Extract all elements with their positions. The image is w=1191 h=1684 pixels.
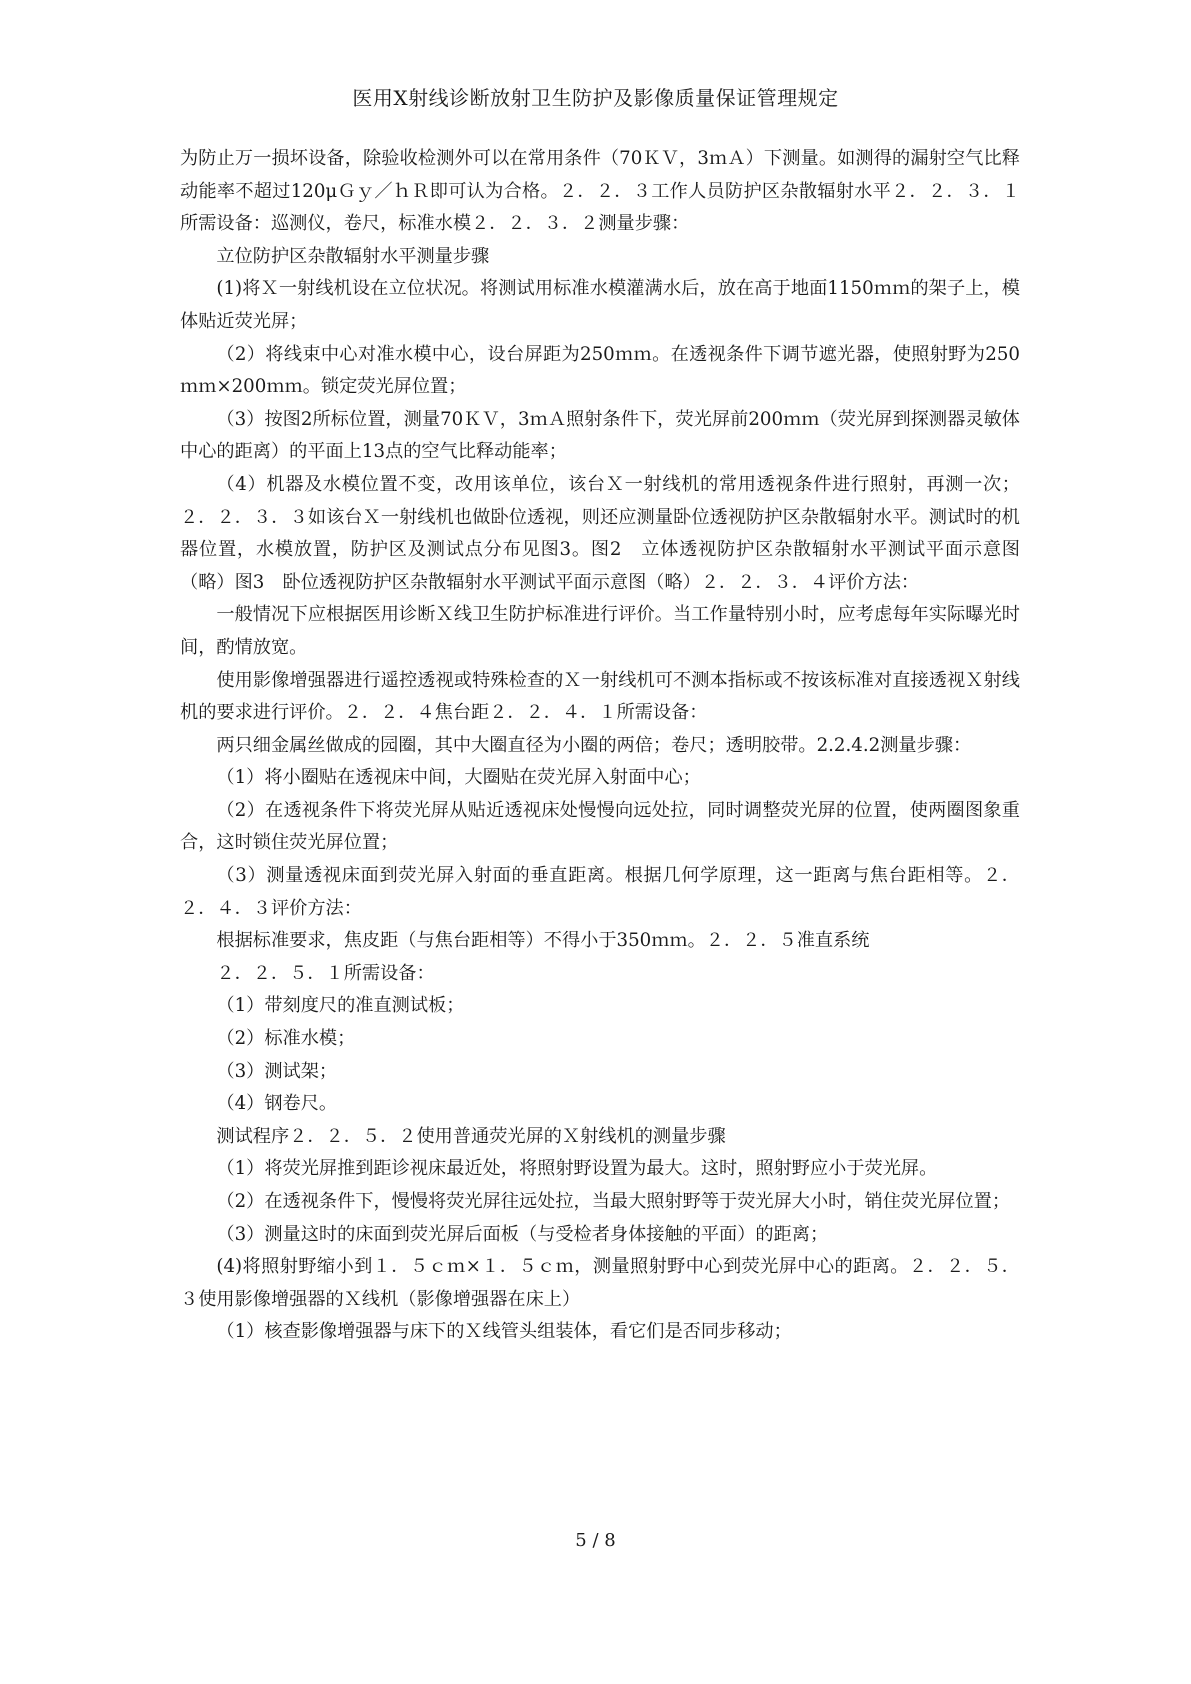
body-paragraph: （1）将小圈贴在透视床中间，大圈贴在荧光屏入射面中心； <box>216 767 701 789</box>
body-paragraph: （2）在透视条件下将荧光屏从贴近透视床处慢慢向远处拉，同时调整荧光屏的位置，使两圈图象重合，这时锁住荧光屏位置； <box>180 799 1020 854</box>
body-paragraph: (1)将Ｘ一射线机设在立位状况。将测试用标准水模灌满水后，放在高于地面1150ｍｍ的架子上，模体贴近荧光屏； <box>180 278 1020 332</box>
body-paragraph: （3）测量这时的床面到荧光屏后面板（与受检者身体接触的平面）的距离； <box>216 1223 829 1245</box>
body-paragraph: （3）按图2所标位置，测量70ＫＶ，3ｍＡ照射条件下，荧光屏前200ｍｍ（荧光屏到探测器灵敏体中心的距离）的平面上13点的空气比释动能率； <box>180 408 1020 463</box>
document-header-title: 医用X射线诊断放射卫生防护及影像质量保证管理规定 <box>352 86 839 110</box>
body-paragraph: （2）在透视条件下，慢慢将荧光屏往远处拉，当最大照射野等于荧光屏大小时，销住荧光屏位置； <box>216 1191 1011 1212</box>
body-paragraph: 两只细金属丝做成的园圈，其中大圈直径为小圈的两倍；卷尺；透明胶带。2.2.4.2测量步骤： <box>216 734 972 756</box>
body-paragraph: 一般情况下应根据医用诊断Ｘ线卫生防护标准进行评价。当工作量特别小时，应考虑每年实际曝光时间，酌情放宽。 <box>180 604 1020 658</box>
body-paragraph: （1）带刻度尺的准直测试板； <box>216 995 465 1017</box>
body-paragraph: 使用影像增强器进行遥控透视或特殊检查的Ｘ一射线机可不测本指标或不按该标准对直接透视Ｘ射线机的要求进行评价。２．２．４焦台距２．２．４．１所需设备： <box>180 669 1020 724</box>
body-paragraph: （3）测试架； <box>216 1060 338 1082</box>
body-paragraph: （3）测量透视床面到荧光屏入射面的垂直距离。根据几何学原理，这一距离与焦台距相等。２．２．４．３评价方法： <box>180 865 1020 919</box>
body-paragraph: (4)将照射野缩小到１．５ｃｍ×１．５ｃｍ，测量照射野中心到荧光屏中心的距离。２．２．５．３使用影像增强器的Ｘ线机（影像增强器在床上） <box>180 1256 1020 1310</box>
body-paragraph: （1）核查影像增强器与床下的Ｘ线管头组装体，看它们是否同步移动； <box>216 1321 792 1343</box>
body-paragraph: 为防止万一损坏设备，除验收检测外可以在常用条件（70ＫＶ，3ｍＡ）下测量。如测得的漏射空气比释动能率不超过120μＧｙ／ｈＲ即可认为合格。２．２．３工作人员防护区杂散辐射水平２．２．３．１所需设备：巡测仪，卷尺，标准水模２．２．３．２测量步骤： <box>180 148 1020 235</box>
document-body <box>180 143 1020 1349</box>
body-paragraph: 立位防护区杂散辐射水平测量步骤 <box>216 245 490 267</box>
body-paragraph: （1）将荧光屏推到距诊视床最近处，将照射野设置为最大。这时，照射野应小于荧光屏。 <box>216 1158 938 1180</box>
body-paragraph: 测试程序２．２．５．２使用普通荧光屏的Ｘ射线机的测量步骤 <box>216 1125 726 1147</box>
body-paragraph: （4）机器及水模位置不变，改用该单位，该台Ｘ一射线机的常用透视条件进行照射，再测一次；２．２．３．３如该台Ｘ一射线机也做卧位透视，则还应测量卧位透视防护区杂散辐射水平。测试时的机器位置，水模放置，防护区及测试点分布见图3。图2 立体透视防护区杂散辐射水平测试平面示意图（略）图3 卧位透视防护区杂散辐射水平测试平面示意图（略）２．２．３．４评价方法： <box>180 473 1020 593</box>
body-paragraph: ２．２．５．１所需设备： <box>216 962 435 984</box>
page-number: 5 / 8 <box>575 1530 616 1551</box>
body-paragraph: （4）钢卷尺。 <box>216 1093 338 1115</box>
body-paragraph: （2）将线束中心对准水模中心，设台屏距为250ｍｍ。在透视条件下调节遮光器，使照射野为250ｍｍ×200ｍｍ。锁定荧光屏位置； <box>180 343 1020 398</box>
body-paragraph: （2）标准水模； <box>216 1028 356 1050</box>
body-paragraph: 根据标准要求，焦皮距（与焦台距相等）不得小于350ｍｍ。２．２．５准直系统 <box>216 930 870 952</box>
